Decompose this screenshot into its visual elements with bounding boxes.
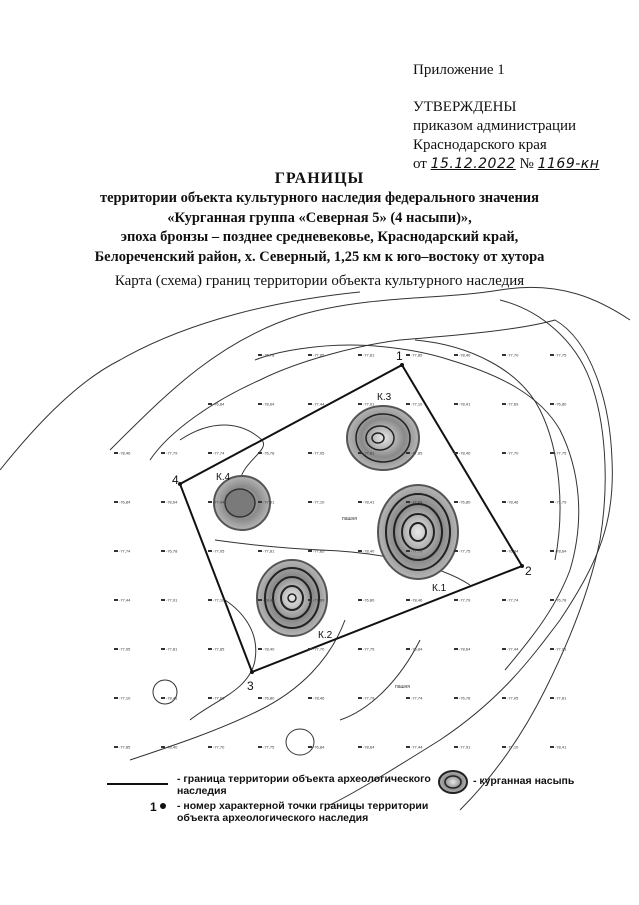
elevation-label: -77,74	[119, 548, 131, 554]
elevation-mark	[502, 746, 506, 748]
corner-point-marker	[520, 564, 524, 568]
elevation-label: -77,70	[313, 646, 325, 652]
elevation-label: -78,46	[119, 450, 131, 456]
elevation-label: -77,79	[363, 695, 375, 701]
elevation-mark	[502, 550, 506, 552]
elevation-mark	[406, 648, 410, 650]
elevation-mark	[114, 501, 118, 503]
elevation-mark	[406, 550, 410, 552]
map-caption: Карта (схема) границ территории объекта культурного наследия	[114, 273, 525, 289]
elevation-mark	[161, 550, 165, 552]
elevation-mark	[454, 599, 458, 601]
elevation-mark	[406, 501, 410, 503]
elevation-mark	[358, 403, 362, 405]
elevation-label: -78,64	[263, 401, 275, 407]
elevation-mark	[454, 501, 458, 503]
elevation-mark	[502, 501, 506, 503]
elevation-label: -76,78	[459, 695, 471, 701]
elevation-label: -77,85	[411, 450, 423, 456]
elevation-label: -77,69	[411, 499, 423, 505]
elevation-label: -78,41	[263, 597, 275, 603]
elevation-mark	[308, 452, 312, 454]
elevation-mark	[406, 354, 410, 356]
elevation-label: -78,41	[166, 695, 178, 701]
elevation-mark	[208, 403, 212, 405]
elevation-mark	[208, 501, 212, 503]
elevation-mark	[358, 697, 362, 699]
legend-boundary-line1: - граница территории объекта археологического	[177, 773, 431, 785]
elevation-label: -77,91	[459, 744, 471, 750]
elevation-label: -76,84	[119, 499, 131, 505]
elevation-label: -77,74	[507, 597, 519, 603]
elevation-mark	[114, 648, 118, 650]
elevation-mark	[258, 403, 262, 405]
elevation-mark	[406, 599, 410, 601]
elevation-label: -77,44	[507, 646, 519, 652]
elevation-mark	[358, 746, 362, 748]
appendix-label: Приложение 1	[413, 62, 505, 78]
elevation-mark	[550, 403, 554, 405]
elevation-label: -76,78	[166, 548, 178, 554]
contour-line	[460, 300, 605, 810]
corner-point-label: 2	[525, 564, 532, 578]
elevation-label: -77,75	[555, 450, 567, 456]
date-value: 15.12.2022	[430, 156, 516, 172]
legend-boundary	[177, 773, 431, 797]
elevation-mark	[454, 746, 458, 748]
elevation-mark	[358, 648, 362, 650]
elevation-label: -77,91	[363, 401, 375, 407]
contour-line	[190, 597, 256, 720]
elevation-label: -76,80	[555, 401, 567, 407]
elevation-label: -77,10	[313, 499, 325, 505]
elevation-mark	[550, 550, 554, 552]
elevation-mark	[258, 599, 262, 601]
elevation-mark	[258, 697, 262, 699]
elevation-mark	[308, 648, 312, 650]
elevation-mark	[258, 501, 262, 503]
elevation-mark	[358, 452, 362, 454]
elevation-label: -78,41	[555, 744, 567, 750]
elevation-mark	[114, 452, 118, 454]
elevation-label: -77,10	[507, 744, 519, 750]
contour-line	[130, 620, 345, 760]
elevation-label: -77,75	[555, 352, 567, 358]
elevation-label: -77,70	[507, 450, 519, 456]
elevation-label: -78,46	[411, 597, 423, 603]
elevation-label: -76,80	[459, 499, 471, 505]
mound-label: К.4	[216, 472, 231, 483]
elevation-mark	[161, 648, 165, 650]
elevation-mark	[406, 452, 410, 454]
legend-point-line2: объекта археологического наследия	[177, 812, 369, 824]
number-value: 1169-кн	[537, 156, 600, 172]
corner-point-label: 4	[172, 473, 179, 487]
elevation-label: -76,80	[363, 597, 375, 603]
elevation-label: -78,64	[363, 744, 375, 750]
legend-point	[177, 800, 428, 824]
elevation-label: -77,10	[411, 401, 423, 407]
elevation-label: -77,70	[411, 548, 423, 554]
elevation-mark	[550, 452, 554, 454]
elevation-label: -77,85	[411, 352, 423, 358]
elevation-label: -77,79	[166, 450, 178, 456]
elevation-mark	[406, 403, 410, 405]
elevation-mark	[161, 452, 165, 454]
elevation-label: -78,40	[263, 646, 275, 652]
elevation-label: -77,81	[555, 695, 567, 701]
elevation-label: -77,79	[555, 499, 567, 505]
elevation-mark	[308, 501, 312, 503]
elevation-mark	[258, 452, 262, 454]
document-title: ГРАНИЦЫ	[274, 170, 365, 187]
mound-label: К.1	[432, 583, 447, 594]
corner-point-label: 3	[247, 679, 254, 693]
elevation-label: -77,44	[119, 597, 131, 603]
elevation-mark	[406, 697, 410, 699]
elevation-mark	[502, 354, 506, 356]
legend-boundary-line2: наследия	[177, 785, 227, 797]
elevation-label: -78,64	[166, 499, 178, 505]
elevation-mark	[454, 403, 458, 405]
elevation-mark	[550, 501, 554, 503]
elevation-label: -77,91	[263, 499, 275, 505]
subtitle-line-3: эпоха бронзы – позднее средневековье, Краснодарский край,	[120, 229, 519, 245]
elevation-mark	[308, 550, 312, 552]
elevation-mark	[161, 599, 165, 601]
elevation-mark	[258, 550, 262, 552]
corner-point-label: 1	[396, 349, 403, 363]
legend-point-line1: - номер характерной точки границы территории	[177, 800, 429, 812]
elevation-label: -76,84	[213, 401, 225, 407]
elevation-label: -77,10	[213, 597, 225, 603]
elevation-mark	[161, 501, 165, 503]
elevation-label: -76,84	[507, 548, 519, 554]
elevation-mark	[114, 746, 118, 748]
corner-point-marker	[400, 363, 404, 367]
elevation-label: -77,05	[507, 695, 519, 701]
elevation-label: -76,78	[555, 597, 567, 603]
elevation-mark	[358, 550, 362, 552]
elevation-label: -78,40	[363, 548, 375, 554]
field-label: пашня	[342, 516, 357, 522]
elevation-label: -77,75	[363, 646, 375, 652]
elevation-mark	[550, 354, 554, 356]
elevation-mark	[502, 452, 506, 454]
elevation-mark	[208, 599, 212, 601]
elevation-label: -77,81	[263, 548, 275, 554]
order-line-1: приказом администрации	[413, 118, 577, 134]
elevation-mark	[550, 648, 554, 650]
elevation-mark	[208, 452, 212, 454]
elevation-label: -77,10	[119, 695, 131, 701]
elevation-mark	[161, 746, 165, 748]
elevation-label: -78,64	[459, 646, 471, 652]
elevation-label: -77,44	[213, 499, 225, 505]
elevation-mark	[406, 746, 410, 748]
elevation-label: -78,46	[313, 695, 325, 701]
elevation-label: -77,85	[213, 646, 225, 652]
legend-point-marker-dot	[160, 803, 166, 809]
elevation-mark	[358, 599, 362, 601]
elevation-label: -77,81	[363, 352, 375, 358]
elevation-label: -77,79	[459, 597, 471, 603]
elevation-label: -78,40	[459, 450, 471, 456]
elevation-mark	[308, 403, 312, 405]
elevation-label: -76,78	[263, 450, 275, 456]
elevation-label: -77,75	[459, 548, 471, 554]
elevation-label: -77,69	[213, 695, 225, 701]
mound-contour	[225, 489, 255, 517]
elevation-label: -78,41	[363, 499, 375, 505]
legend-mound-icon	[439, 771, 467, 793]
elevation-mark	[208, 550, 212, 552]
subtitle-line-4: Белореченский район, х. Северный, 1,25 км к юго–востоку от хутора	[94, 248, 545, 265]
elevation-label: -77,05	[213, 548, 225, 554]
mound-fill	[347, 406, 419, 470]
elevation-mark	[308, 746, 312, 748]
elevation-mark	[550, 697, 554, 699]
elevation-label: -78,40	[166, 744, 178, 750]
elevation-mark	[358, 354, 362, 356]
elevation-mark	[550, 599, 554, 601]
elevation-label: -77,05	[313, 352, 325, 358]
elevation-label: -77,91	[166, 597, 178, 603]
elevation-mark	[502, 648, 506, 650]
contour-line	[340, 640, 420, 720]
mound-label: К.2	[318, 630, 333, 641]
elevation-label: -77,81	[166, 646, 178, 652]
elevation-label: -77,69	[507, 401, 519, 407]
approved-heading: УТВЕРЖДЕНЫ	[413, 99, 517, 115]
corner-point-marker	[250, 670, 254, 674]
elevation-mark	[308, 697, 312, 699]
elevation-label: -77,81	[363, 450, 375, 456]
elevation-mark	[454, 452, 458, 454]
elevation-label: -78,41	[459, 401, 471, 407]
elevation-mark	[258, 354, 262, 356]
elevation-mark	[161, 697, 165, 699]
elevation-label: -77,69	[313, 597, 325, 603]
elevation-label: -77,05	[313, 450, 325, 456]
elevation-mark	[208, 648, 212, 650]
legend-mound: - курганная насыпь	[473, 775, 575, 787]
elevation-mark	[502, 697, 506, 699]
elevation-mark	[308, 599, 312, 601]
subtitle-line-2: «Курганная группа «Северная 5» (4 насыпи)»,	[167, 209, 472, 226]
elevation-mark	[208, 697, 212, 699]
terrain-ring	[286, 729, 314, 755]
elevation-mark	[114, 599, 118, 601]
elevation-mark	[208, 746, 212, 748]
elevation-label: -77,05	[119, 646, 131, 652]
number-prefix: №	[519, 156, 534, 172]
mound-k3	[347, 406, 419, 470]
elevation-label: -77,85	[313, 548, 325, 554]
elevation-mark	[358, 501, 362, 503]
elevation-mark	[454, 697, 458, 699]
elevation-mark	[454, 648, 458, 650]
elevation-label: -77,74	[213, 450, 225, 456]
elevation-label: -77,44	[313, 401, 325, 407]
legend-point-marker-label: 1	[150, 800, 157, 814]
elevation-mark	[454, 550, 458, 552]
elevation-mark	[454, 354, 458, 356]
elevation-label: -77,44	[411, 744, 423, 750]
elevation-mark	[502, 599, 506, 601]
elevation-label: -77,70	[507, 352, 519, 358]
subtitle-line-1: территории объекта культурного наследия федерального значения	[99, 190, 539, 206]
elevation-mark	[550, 746, 554, 748]
field-label: пашня	[395, 684, 410, 690]
elevation-mark	[308, 354, 312, 356]
elevation-mark	[114, 550, 118, 552]
elevation-label: -78,64	[555, 548, 567, 554]
elevation-label: -76,84	[313, 744, 325, 750]
elevation-label: -76,78	[263, 352, 275, 358]
elevation-label: -77,75	[263, 744, 275, 750]
elevation-label: -77,70	[213, 744, 225, 750]
date-prefix: от	[413, 156, 427, 172]
elevation-label: -77,91	[555, 646, 567, 652]
elevation-mark	[114, 697, 118, 699]
elevation-mark	[258, 746, 262, 748]
elevation-mark	[258, 648, 262, 650]
elevation-label: -76,84	[411, 646, 423, 652]
mound-label: К.3	[377, 392, 392, 403]
contour-line	[0, 292, 360, 470]
elevation-label: -78,46	[507, 499, 519, 505]
elevation-label: -77,85	[119, 744, 131, 750]
order-line-2: Краснодарского края	[413, 137, 547, 153]
legend-mound-fill	[439, 771, 467, 793]
elevation-mark	[502, 403, 506, 405]
elevation-label: -78,40	[459, 352, 471, 358]
elevation-label: -77,74	[411, 695, 423, 701]
elevation-label: -76,80	[263, 695, 275, 701]
